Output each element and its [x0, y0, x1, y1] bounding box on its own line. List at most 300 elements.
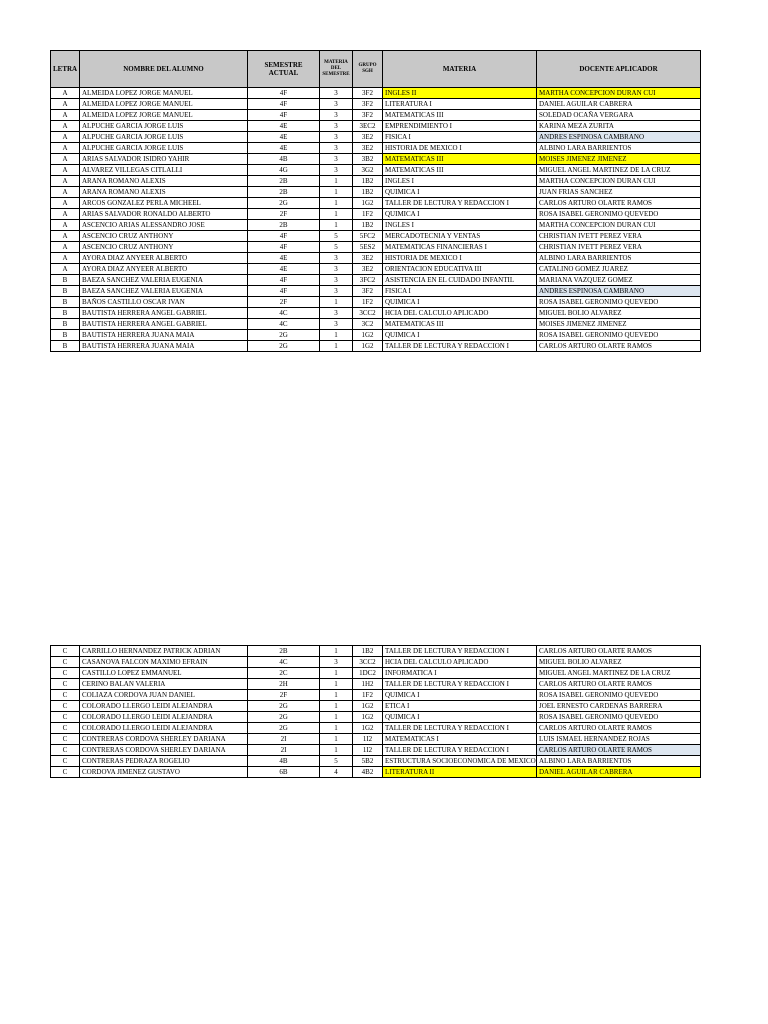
cell-docente: ROSA ISABEL GERONIMO QUEVEDO: [537, 690, 701, 701]
table-row: [51, 88, 701, 99]
cell-docente: ANDRES ESPINOSA CAMBRANO: [537, 132, 701, 143]
cell-nombre: ASCENCIO CRUZ ANTHONY: [80, 242, 248, 253]
cell-semestre: 4B: [248, 154, 320, 165]
table-row: [51, 143, 701, 154]
cell-materia-semestre: 4: [320, 767, 353, 778]
cell-materia-semestre: 5: [320, 231, 353, 242]
cell-semestre: 4E: [248, 132, 320, 143]
table-row: [51, 220, 701, 231]
cell-letra: A: [51, 220, 80, 231]
cell-nombre: ARCOS GONZALEZ PERLA MICHEEL: [80, 198, 248, 209]
cell-materia: ORIENTACION EDUCATIVA III: [383, 264, 537, 275]
cell-letra: B: [51, 275, 80, 286]
cell-materia-semestre: 3: [320, 99, 353, 110]
cell-materia: HISTORIA DE MEXICO I: [383, 253, 537, 264]
cell-semestre: 4F: [248, 275, 320, 286]
cell-grupo: 3F2: [353, 110, 383, 121]
cell-materia: ESTRUCTURA SOCIOECONOMICA DE MEXICO: [383, 756, 537, 767]
cell-letra: C: [51, 668, 80, 679]
cell-docente: CARLOS ARTURO OLARTE RAMOS: [537, 745, 701, 756]
cell-semestre: 2G: [248, 341, 320, 352]
cell-letra: A: [51, 209, 80, 220]
cell-semestre: 4F: [248, 242, 320, 253]
cell-grupo: 3G2: [353, 165, 383, 176]
cell-semestre: 4F: [248, 110, 320, 121]
table-row: [51, 723, 701, 734]
cell-semestre: 2G: [248, 701, 320, 712]
table-row: [51, 253, 701, 264]
cell-semestre: 4G: [248, 165, 320, 176]
cell-materia-semestre: 3: [320, 88, 353, 99]
cell-nombre: COLORADO LLERGO LEIDI ALEJANDRA: [80, 723, 248, 734]
cell-semestre: 2B: [248, 187, 320, 198]
cell-grupo: 1G2: [353, 712, 383, 723]
cell-semestre: 2H: [248, 679, 320, 690]
cell-nombre: BAEZA SANCHEZ VALERIA EUGENIA: [80, 275, 248, 286]
cell-grupo: 3E2: [353, 132, 383, 143]
cell-nombre: ALVAREZ VILLEGAS CITLALLI: [80, 165, 248, 176]
cell-materia: INGLES II: [383, 88, 537, 99]
cell-letra: A: [51, 242, 80, 253]
cell-grupo: 3E2: [353, 264, 383, 275]
cell-materia-semestre: 3: [320, 286, 353, 297]
cell-grupo: 5B2: [353, 756, 383, 767]
cell-letra: A: [51, 99, 80, 110]
cell-letra: C: [51, 690, 80, 701]
header-nombre: NOMBRE DEL ALUMNO: [80, 51, 248, 88]
cell-materia-semestre: 1: [320, 668, 353, 679]
cell-materia-semestre: 1: [320, 187, 353, 198]
cell-letra: A: [51, 121, 80, 132]
cell-nombre: ALMEIDA LOPEZ JORGE MANUEL: [80, 110, 248, 121]
cell-grupo: 3E2: [353, 253, 383, 264]
cell-materia-semestre: 3: [320, 132, 353, 143]
cell-grupo: 3F2: [353, 99, 383, 110]
cell-semestre: 2I: [248, 734, 320, 745]
cell-grupo: 1B2: [353, 187, 383, 198]
cell-materia-semestre: 5: [320, 756, 353, 767]
table-row: [51, 154, 701, 165]
cell-letra: C: [51, 657, 80, 668]
table-row: [51, 165, 701, 176]
cell-semestre: 2G: [248, 712, 320, 723]
table-row: [51, 646, 701, 657]
table-row: [51, 308, 701, 319]
cell-materia: TALLER DE LECTURA Y REDACCION I: [383, 646, 537, 657]
cell-materia-semestre: 3: [320, 275, 353, 286]
cell-nombre: CASANOVA FALCON MAXIMO EFRAIN: [80, 657, 248, 668]
cell-materia-semestre: 1: [320, 220, 353, 231]
cell-materia-semestre: 3: [320, 143, 353, 154]
cell-materia-semestre: 1: [320, 734, 353, 745]
cell-grupo: 1F2: [353, 690, 383, 701]
cell-semestre: 2G: [248, 198, 320, 209]
table-row: [51, 701, 701, 712]
cell-nombre: BAUTISTA HERRERA JUANA MAIA: [80, 330, 248, 341]
cell-grupo: 3C2: [353, 319, 383, 330]
cell-docente: CATALINO GOMEZ JUAREZ: [537, 264, 701, 275]
cell-nombre: ALMEIDA LOPEZ JORGE MANUEL: [80, 99, 248, 110]
cell-nombre: COLORADO LLERGO LEIDI ALEJANDRA: [80, 701, 248, 712]
cell-semestre: 2G: [248, 723, 320, 734]
cell-materia-semestre: 1: [320, 209, 353, 220]
cell-docente: ROSA ISABEL GERONIMO QUEVEDO: [537, 330, 701, 341]
table-row: [51, 132, 701, 143]
cell-grupo: 3F2: [353, 88, 383, 99]
table-row: [51, 121, 701, 132]
table-row: [51, 679, 701, 690]
cell-grupo: 3F2: [353, 286, 383, 297]
cell-materia: QUIMICA I: [383, 209, 537, 220]
cell-nombre: BAUTISTA HERRERA JUANA MAIA: [80, 341, 248, 352]
cell-docente: SOLEDAD OCAÑA VERGARA: [537, 110, 701, 121]
cell-grupo: 3FC2: [353, 275, 383, 286]
cell-materia: ETICA I: [383, 701, 537, 712]
cell-materia: QUIMICA I: [383, 187, 537, 198]
table-row: [51, 242, 701, 253]
cell-letra: A: [51, 198, 80, 209]
cell-semestre: 4F: [248, 286, 320, 297]
header-letra: LETRA: [51, 51, 80, 88]
cell-semestre: 4C: [248, 308, 320, 319]
cell-nombre: ALPUCHE GARCIA JORGE LUIS: [80, 121, 248, 132]
cell-letra: A: [51, 110, 80, 121]
cell-grupo: 1F2: [353, 297, 383, 308]
cell-docente: MOISES JIMENEZ JIMENEZ: [537, 319, 701, 330]
cell-materia: LITERATURA II: [383, 767, 537, 778]
cell-docente: ROSA ISABEL GERONIMO QUEVEDO: [537, 712, 701, 723]
cell-docente: CHRISTIAN IVETT PEREZ VERA: [537, 242, 701, 253]
cell-nombre: CONTRERAS PEDRAZA ROGELIO: [80, 756, 248, 767]
cell-materia: MATEMATICAS FINANCIERAS I: [383, 242, 537, 253]
cell-semestre: 4E: [248, 121, 320, 132]
cell-materia: TALLER DE LECTURA Y REDACCION I: [383, 723, 537, 734]
cell-letra: B: [51, 308, 80, 319]
cell-materia-semestre: 1: [320, 690, 353, 701]
table-row: [51, 767, 701, 778]
cell-letra: B: [51, 297, 80, 308]
cell-nombre: CASTILLO LOPEZ EMMANUEL: [80, 668, 248, 679]
table-row: [51, 297, 701, 308]
cell-docente: MARTHA CONCEPCION DURAN CUI: [537, 88, 701, 99]
cell-letra: A: [51, 176, 80, 187]
table-row: [51, 275, 701, 286]
cell-materia-semestre: 1: [320, 297, 353, 308]
cell-materia-semestre: 1: [320, 341, 353, 352]
cell-semestre: 2B: [248, 646, 320, 657]
cell-materia-semestre: 1: [320, 701, 353, 712]
cell-materia: INGLES I: [383, 220, 537, 231]
cell-letra: A: [51, 132, 80, 143]
table-row: [51, 734, 701, 745]
table-row: [51, 264, 701, 275]
cell-nombre: BAUTISTA HERRERA ANGEL GABRIEL: [80, 308, 248, 319]
table-row: [51, 286, 701, 297]
cell-nombre: BAUTISTA HERRERA ANGEL GABRIEL: [80, 319, 248, 330]
cell-letra: B: [51, 319, 80, 330]
cell-letra: A: [51, 88, 80, 99]
cell-semestre: 2F: [248, 297, 320, 308]
cell-semestre: 2B: [248, 220, 320, 231]
cell-materia: QUIMICA I: [383, 297, 537, 308]
cell-materia-semestre: 3: [320, 264, 353, 275]
cell-docente: DANIEL AGUILAR CABRERA: [537, 767, 701, 778]
cell-materia: MATEMATICAS III: [383, 154, 537, 165]
cell-semestre: 2I: [248, 745, 320, 756]
cell-nombre: BAÑOS CASTILLO OSCAR IVAN: [80, 297, 248, 308]
cell-letra: A: [51, 231, 80, 242]
cell-grupo: 1I2: [353, 745, 383, 756]
cell-semestre: 4C: [248, 657, 320, 668]
cell-nombre: CORDOVA JIMENEZ GUSTAVO: [80, 767, 248, 778]
cell-materia-semestre: 3: [320, 154, 353, 165]
cell-nombre: ARIAS SALVADOR ISIDRO YAHIR: [80, 154, 248, 165]
cell-semestre: 2B: [248, 176, 320, 187]
table-body-bottom: [51, 646, 701, 778]
cell-materia: MATEMATICAS III: [383, 319, 537, 330]
header-grupo: GRUPO SGH: [353, 51, 383, 88]
cell-semestre: 4B: [248, 756, 320, 767]
cell-semestre: 4F: [248, 88, 320, 99]
table-row: [51, 712, 701, 723]
cell-materia: QUIMICA I: [383, 712, 537, 723]
cell-materia: TALLER DE LECTURA Y REDACCION I: [383, 198, 537, 209]
cell-docente: CARLOS ARTURO OLARTE RAMOS: [537, 679, 701, 690]
cell-materia: INFORMATICA I: [383, 668, 537, 679]
cell-grupo: 4B2: [353, 767, 383, 778]
table-row: [51, 99, 701, 110]
cell-docente: MARTHA CONCEPCION DURAN CUI: [537, 220, 701, 231]
cell-nombre: CERINO BALAN VALERIA: [80, 679, 248, 690]
cell-grupo: 1B2: [353, 176, 383, 187]
cell-materia: QUIMICA I: [383, 330, 537, 341]
cell-materia-semestre: 1: [320, 176, 353, 187]
cell-materia-semestre: 1: [320, 330, 353, 341]
table-row: [51, 231, 701, 242]
table-row: [51, 341, 701, 352]
cell-materia-semestre: 1: [320, 745, 353, 756]
cell-docente: CARLOS ARTURO OLARTE RAMOS: [537, 198, 701, 209]
cell-semestre: 2G: [248, 330, 320, 341]
cell-nombre: BAEZA SANCHEZ VALERIA EUGENIA: [80, 286, 248, 297]
cell-materia-semestre: 1: [320, 646, 353, 657]
table-row: [51, 690, 701, 701]
cell-docente: CARLOS ARTURO OLARTE RAMOS: [537, 341, 701, 352]
cell-grupo: 5FC2: [353, 231, 383, 242]
cell-materia: HISTORIA DE MEXICO I: [383, 143, 537, 154]
cell-nombre: ASCENCIO CRUZ ANTHONY: [80, 231, 248, 242]
table-row: [51, 657, 701, 668]
table-row: [51, 187, 701, 198]
cell-grupo: 1G2: [353, 723, 383, 734]
cell-materia-semestre: 3: [320, 657, 353, 668]
cell-letra: C: [51, 679, 80, 690]
cell-grupo: 1H2: [353, 679, 383, 690]
cell-letra: C: [51, 723, 80, 734]
cell-docente: ALBINO LARA BARRIENTOS: [537, 253, 701, 264]
cell-nombre: ASCENCIO ARIAS ALESSANDRO JOSE: [80, 220, 248, 231]
header-materia-del-semestre: MATERIA DEL SEMESTRE: [320, 51, 353, 88]
cell-materia: TALLER DE LECTURA Y REDACCION I: [383, 341, 537, 352]
cell-grupo: 1I2: [353, 734, 383, 745]
cell-materia-semestre: 3: [320, 165, 353, 176]
cell-nombre: ALPUCHE GARCIA JORGE LUIS: [80, 132, 248, 143]
cell-materia: FISICA I: [383, 286, 537, 297]
cell-materia: MATEMATICAS III: [383, 165, 537, 176]
cell-nombre: CARRILLO HERNANDEZ PATRICK ADRIAN: [80, 646, 248, 657]
cell-materia: FISICA I: [383, 132, 537, 143]
header-docente: DOCENTE APLICADOR: [537, 51, 701, 88]
cell-materia-semestre: 3: [320, 121, 353, 132]
cell-grupo: 1G2: [353, 198, 383, 209]
cell-grupo: 1G2: [353, 341, 383, 352]
cell-docente: MIGUEL BOLIO ALVAREZ: [537, 657, 701, 668]
cell-nombre: CONTRERAS CORDOVA SHERLEY DARIANA: [80, 734, 248, 745]
cell-grupo: 1B2: [353, 646, 383, 657]
cell-letra: A: [51, 165, 80, 176]
table-row: [51, 756, 701, 767]
cell-materia: HCIA DEL CALCULO APLICADO: [383, 657, 537, 668]
cell-semestre: 4E: [248, 264, 320, 275]
cell-nombre: CONTRERAS CORDOVA SHERLEY DARIANA: [80, 745, 248, 756]
cell-materia: MATEMATICAS I: [383, 734, 537, 745]
cell-grupo: 1DC2: [353, 668, 383, 679]
cell-grupo: 1G2: [353, 330, 383, 341]
cell-letra: C: [51, 734, 80, 745]
cell-letra: C: [51, 646, 80, 657]
cell-docente: DANIEL AGUILAR CABRERA: [537, 99, 701, 110]
cell-materia-semestre: 3: [320, 319, 353, 330]
cell-nombre: ALPUCHE GARCIA JORGE LUIS: [80, 143, 248, 154]
cell-letra: A: [51, 154, 80, 165]
cell-docente: ANDRES ESPINOSA CAMBRANO: [537, 286, 701, 297]
cell-letra: B: [51, 341, 80, 352]
cell-materia: MATEMATICAS III: [383, 110, 537, 121]
cell-letra: A: [51, 143, 80, 154]
cell-materia-semestre: 5: [320, 242, 353, 253]
header-materia: MATERIA: [383, 51, 537, 88]
cell-nombre: COLORADO LLERGO LEIDI ALEJANDRA: [80, 712, 248, 723]
cell-materia: ASISTENCIA EN EL CUIDADO INFANTIL: [383, 275, 537, 286]
cell-docente: ROSA ISABEL GERONIMO QUEVEDO: [537, 209, 701, 220]
cell-nombre: ARANA ROMANO ALEXIS: [80, 187, 248, 198]
cell-docente: ALBINO LARA BARRIENTOS: [537, 143, 701, 154]
header-semestre: SEMESTRE ACTUAL: [248, 51, 320, 88]
cell-letra: C: [51, 756, 80, 767]
cell-materia: MERCADOTECNIA Y VENTAS: [383, 231, 537, 242]
cell-letra: C: [51, 701, 80, 712]
cell-letra: A: [51, 253, 80, 264]
table-row: [51, 209, 701, 220]
cell-docente: CARLOS ARTURO OLARTE RAMOS: [537, 646, 701, 657]
cell-materia-semestre: 3: [320, 253, 353, 264]
cell-semestre: 4C: [248, 319, 320, 330]
cell-grupo: 3EC2: [353, 121, 383, 132]
cell-docente: MARTHA CONCEPCION DURAN CUI: [537, 176, 701, 187]
cell-docente: LUIS ISMAEL HERNANDEZ ROJAS: [537, 734, 701, 745]
cell-grupo: 1G2: [353, 701, 383, 712]
cell-nombre: COLIAZA CORDOVA JUAN DANIEL: [80, 690, 248, 701]
cell-materia: TALLER DE LECTURA Y REDACCION I: [383, 679, 537, 690]
cell-docente: MIGUEL BOLIO ALVAREZ: [537, 308, 701, 319]
cell-nombre: AYORA DIAZ ANYEER ALBERTO: [80, 253, 248, 264]
table-row: [51, 319, 701, 330]
enrollment-table-top: [50, 50, 701, 352]
cell-nombre: AYORA DIAZ ANYEER ALBERTO: [80, 264, 248, 275]
enrollment-table-bottom: [50, 645, 701, 778]
cell-docente: MIGUEL ANGEL MARTINEZ DE LA CRUZ: [537, 668, 701, 679]
cell-letra: C: [51, 745, 80, 756]
cell-materia-semestre: 1: [320, 723, 353, 734]
cell-letra: B: [51, 330, 80, 341]
cell-docente: MIGUEL ANGEL MARTINEZ DE LA CRUZ: [537, 165, 701, 176]
cell-letra: C: [51, 712, 80, 723]
cell-docente: CARLOS ARTURO OLARTE RAMOS: [537, 723, 701, 734]
table-row: [51, 330, 701, 341]
table-header-row: [51, 51, 701, 88]
cell-docente: JUAN FRIAS SANCHEZ: [537, 187, 701, 198]
cell-grupo: 5ES2: [353, 242, 383, 253]
cell-nombre: ALMEIDA LOPEZ JORGE MANUEL: [80, 88, 248, 99]
cell-letra: A: [51, 264, 80, 275]
cell-materia: HCIA DEL CALCULO APLICADO: [383, 308, 537, 319]
cell-grupo: 3CC2: [353, 657, 383, 668]
cell-semestre: 4E: [248, 143, 320, 154]
cell-docente: MOISES JIMENEZ JIMENEZ: [537, 154, 701, 165]
cell-materia: EMPRENDIMIENTO I: [383, 121, 537, 132]
table-row: [51, 668, 701, 679]
cell-docente: JOEL ERNESTO CARDENAS BARRERA: [537, 701, 701, 712]
cell-docente: KARINA MEZA ZURITA: [537, 121, 701, 132]
cell-grupo: 1B2: [353, 220, 383, 231]
table-row: [51, 198, 701, 209]
cell-grupo: 3E2: [353, 143, 383, 154]
cell-letra: A: [51, 187, 80, 198]
cell-letra: C: [51, 767, 80, 778]
cell-materia-semestre: 1: [320, 198, 353, 209]
cell-materia-semestre: 1: [320, 712, 353, 723]
cell-materia: QUIMICA I: [383, 690, 537, 701]
table-row: [51, 176, 701, 187]
table-row: [51, 745, 701, 756]
cell-materia: TALLER DE LECTURA Y REDACCION I: [383, 745, 537, 756]
cell-semestre: 2F: [248, 209, 320, 220]
cell-semestre: 2F: [248, 690, 320, 701]
cell-materia-semestre: 3: [320, 110, 353, 121]
cell-semestre: 2C: [248, 668, 320, 679]
cell-nombre: ARANA ROMANO ALEXIS: [80, 176, 248, 187]
cell-materia-semestre: 3: [320, 308, 353, 319]
cell-grupo: 1F2: [353, 209, 383, 220]
cell-docente: MARIANA VAZQUEZ GOMEZ: [537, 275, 701, 286]
cell-grupo: 3CC2: [353, 308, 383, 319]
cell-semestre: 6B: [248, 767, 320, 778]
cell-docente: CHRISTIAN IVETT PEREZ VERA: [537, 231, 701, 242]
table-body-top: [51, 88, 701, 352]
cell-materia: LITERATURA I: [383, 99, 537, 110]
cell-grupo: 3B2: [353, 154, 383, 165]
cell-docente: ROSA ISABEL GERONIMO QUEVEDO: [537, 297, 701, 308]
cell-nombre: ARIAS SALVADOR RONALDO ALBERTO: [80, 209, 248, 220]
cell-materia-semestre: 1: [320, 679, 353, 690]
cell-semestre: 4F: [248, 231, 320, 242]
cell-semestre: 4E: [248, 253, 320, 264]
cell-docente: ALBINO LARA BARRIENTOS: [537, 756, 701, 767]
cell-letra: B: [51, 286, 80, 297]
table-row: [51, 110, 701, 121]
cell-semestre: 4F: [248, 99, 320, 110]
cell-materia: INGLES I: [383, 176, 537, 187]
